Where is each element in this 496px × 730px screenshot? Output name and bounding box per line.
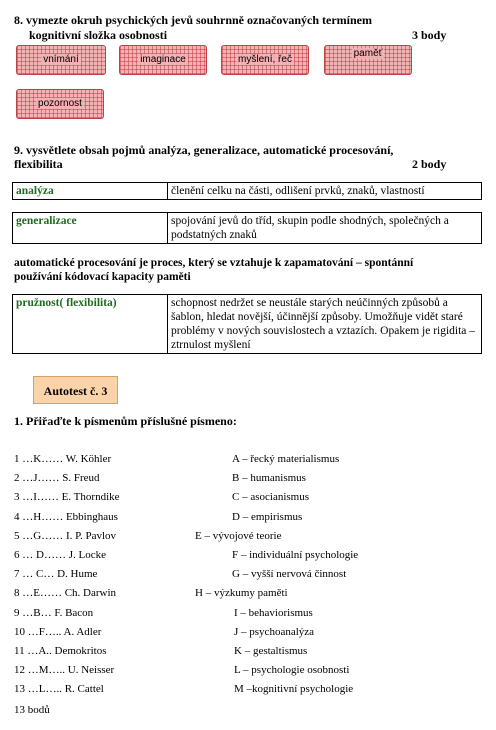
match-left-item: 8 …E…… Ch. Darwin	[14, 587, 117, 600]
match-right-item: F – individuální psychologie	[232, 549, 359, 561]
match-right-item: H – výzkumy paměti	[195, 587, 288, 600]
answer-box-label: pozornost	[38, 98, 82, 109]
def-generalizace: spojování jevů do tříd, skupin podle shodných, společných a podstatných znaků	[168, 213, 482, 244]
match-right-item: J – psychoanalýza	[234, 625, 315, 638]
match-left-item: 9 …B… F. Bacon	[14, 606, 94, 619]
match-left-item: 6 … D…… J. Locke	[14, 549, 106, 561]
answer-box-imaginace	[119, 45, 207, 75]
match-right-item: M –kognitivní psychologie	[234, 683, 354, 696]
match-left-item: 5 …G…… I. P. Pavlov	[14, 529, 117, 542]
answer-box-pamet	[324, 45, 412, 75]
answer-box-label: paměť	[353, 48, 383, 59]
q8-question-line1: 8. vymezte okruh psychických jevů souhrnně označovaných termínem	[14, 13, 372, 27]
match-right-item: A – řecký materialismus	[232, 453, 340, 465]
total-points: 13 bodů	[14, 704, 50, 716]
auto-proc-line2: používání kódovací kapacity paměti	[14, 271, 191, 283]
def-analyza: členění celku na části, odlišení prvků, znaků, vlastností	[168, 183, 482, 200]
match-left-item: 1 …K…… W. Köhler	[14, 453, 112, 465]
autotest-instruction: 1. Přiřaďte k písmenům příslušné písmeno:	[14, 414, 237, 428]
answer-box-label: vnímání	[43, 54, 79, 65]
definition-table-generalizace	[12, 212, 482, 244]
term-generalizace: generalizace	[13, 213, 168, 244]
definition-table-analyza	[12, 182, 482, 200]
q8-question-line2: kognitivní složka osobnosti	[29, 28, 168, 42]
answer-box-mysleni	[221, 45, 309, 75]
q8-points: 3 body	[412, 28, 447, 42]
q9-points: 2 body	[412, 157, 447, 171]
match-left-item: 3 …I…… E. Thorndike	[14, 491, 120, 504]
match-right-item: D – empirismus	[232, 510, 303, 523]
q9-question-line1: 9. vysvětlete obsah pojmů analýza, generalizace, automatické procesování,	[14, 143, 394, 157]
match-right-item: L – psychologie osobnosti	[234, 664, 350, 677]
match-left-item: 10 …F….. A. Adler	[14, 625, 102, 638]
auto-proc-line1: automatické procesování je proces, který se vztahuje k zapamatování – spontánní	[14, 257, 414, 269]
q9-question-line2: flexibilita	[14, 157, 63, 171]
term-analyza: analýza	[13, 183, 168, 200]
match-left-item: 11 …A.. Demokritos	[14, 645, 107, 657]
match-right-item: K – gestaltismus	[234, 645, 308, 657]
match-left-item: 4 …H…… Ebbinghaus	[14, 510, 118, 523]
autotest-title: Autotest č. 3	[33, 376, 118, 404]
def-flexibilita: schopnost nedržet se neustále starých neúčinných způsobů a šablon, hledat novější, účinnější způsoby. Umožňuje vidět staré problémy v nových souvislostech a vztazích. Opakem je rigidita – ztrnulost myšlení	[168, 295, 482, 354]
definition-table-flexibilita	[12, 294, 482, 354]
match-left-item: 7 … C… D. Hume	[14, 568, 98, 581]
match-right-item: G – vyšší nervová činnost	[232, 568, 347, 581]
answer-box-label: imaginace	[140, 54, 186, 65]
match-left-item: 2 …J…… S. Freud	[14, 472, 100, 485]
match-right-item: I – behaviorismus	[234, 606, 313, 619]
answer-box-pozornost	[16, 89, 104, 119]
term-flexibilita: pružnost( flexibilita)	[13, 295, 168, 354]
match-left-item: 12 …M….. U. Neisser	[14, 664, 115, 677]
answer-box-label: myšlení, řeč	[238, 54, 292, 65]
match-left-item: 13 …L….. R. Cattel	[14, 683, 104, 696]
match-right-item: B – humanismus	[232, 472, 306, 485]
answer-box-vnimani	[16, 45, 106, 75]
match-right-item: E – vývojové teorie	[195, 529, 282, 542]
match-right-item: C – asocianismus	[232, 491, 309, 504]
